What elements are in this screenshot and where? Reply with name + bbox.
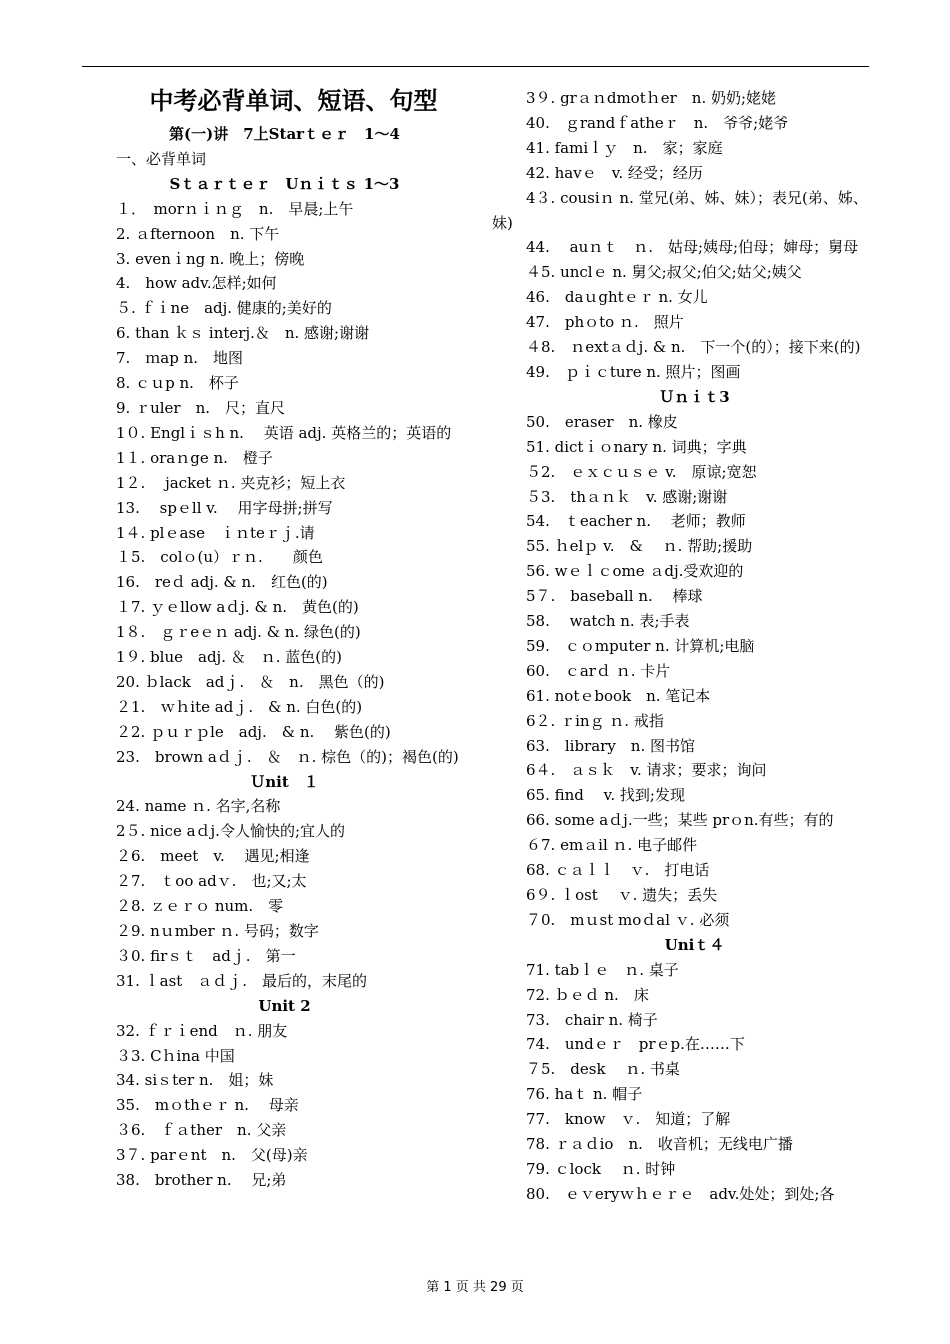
vocab-entry: １5. colｏ(u）ｒｎ. 颜色 — [116, 548, 323, 567]
vocab-entry: 4３. cousiｎ n. 堂兄(弟、姊、妹）；表兄(弟、姊、妹) — [492, 188, 868, 232]
vocab-entry: １． morｎｉｎｇ n. 早晨;上午 — [116, 199, 354, 218]
vocab-entry: ４8. ｎextａｄj. & n. 下一个(的）；接下来(的) — [526, 338, 861, 357]
vocab-entry: 40. ｇrandｆatheｒ n. 爷爷;姥爷 — [526, 113, 789, 132]
unit-heading: Unit 2 — [258, 996, 311, 1015]
vocab-entry: 41. famiｌｙ n. 家；家庭 — [526, 138, 723, 157]
vocab-entry: 32. ｆｒｉend ｎ. 朋友 — [116, 1021, 288, 1040]
vocab-entry: 49. ｐｉｃture n. 照片；图画 — [526, 362, 741, 381]
unit-heading: Sｔａｒｔｅｒ Uｎｉｔｓ 1～3 — [169, 174, 400, 193]
vocab-entry: ５2. ｅｘｃｕｓｅ v. 原谅;宽恕 — [526, 462, 757, 481]
vocab-entry: ２9. nｕmber ｎ. 号码；数字 — [116, 922, 319, 940]
vocab-entry: 1８. ｇｒeｅｎ adj. & n. 绿色(的) — [116, 623, 361, 642]
vocab-entry: 1１. oraｎge n. 橙子 — [116, 448, 273, 467]
section-heading: 一、必背单词 — [116, 149, 207, 168]
vocab-entry: 38. brother n. 兄;弟 — [116, 1171, 287, 1190]
vocab-entry: ６7. emａil ｎ. 电子邮件 — [526, 836, 698, 855]
vocab-entry: 8. ｃｕp n. 杯子 — [116, 374, 239, 393]
vocab-entry: 6９. ｌost ｖ. 遗失；丢失 — [526, 886, 718, 904]
vocab-entry: 16. reｄ adj. & n. 红色(的) — [116, 573, 328, 592]
vocab-entry: 80. ｅｖeryｗｈｅｒｅ adv.处处；到处;各 — [526, 1184, 835, 1203]
vocab-entry: 6４. ａｓｋ v. 请求；要求；询问 — [526, 761, 767, 780]
vocab-entry: 44. auｎｔ ｎ. 姑母;姨母;伯母；婶母；舅母 — [526, 238, 859, 257]
vocab-entry: 51. dictｉｏnary n. 词典；字典 — [526, 437, 747, 456]
vocab-entry: 76. haｔ n. 帽子 — [526, 1085, 643, 1104]
unit-heading: Ｕｎｉｔ3 — [659, 387, 730, 406]
vocab-entry: 56. wｅｌｃome ａdj.受欢迎的 — [526, 562, 744, 581]
vocab-entry: 13. spｅll v. 用字母拼;拼写 — [116, 498, 333, 517]
vocab-entry: ３3. Cｈina 中国 — [116, 1046, 235, 1065]
vocab-entry: 3. evenｉng n. 晚上；傍晚 — [116, 249, 305, 268]
vocab-entry: 2. ａfternoon n. 下午 — [116, 224, 280, 243]
vocab-entry: 5７. baseball n. 棒球 — [526, 587, 703, 606]
vocab-entry: ７5. desk ｎ. 书桌 — [526, 1060, 680, 1079]
vocab-entry: 77. know ｖ. 知道；了解 — [526, 1110, 731, 1129]
vocab-entry: 60. ｃarｄ ｎ. 卡片 — [526, 661, 671, 680]
vocab-entry: 2５. nice aｄj.令人愉快的;宜人的 — [116, 822, 346, 841]
vocab-entry: 61. notｅbook n. 笔记本 — [526, 686, 711, 705]
unit-heading: Ｕnit １ — [250, 772, 319, 791]
vocab-entry: ２8. ｚｅｒｏ num. 零 — [116, 897, 284, 916]
vocab-entry: ７0. mｕst moｄal ｖ. 必须 — [526, 910, 730, 929]
vocab-entry: 79. ｃlock ｎ. 时钟 — [526, 1159, 676, 1178]
vocab-entry: 3９. grａｎdmotｈer n. 奶奶;姥姥 — [526, 89, 777, 107]
vocab-entry: 6. than ｋｓ interj.＆ n. 感谢;谢谢 — [116, 324, 370, 343]
vocab-entry: ２1. ｗｈite adｊ. & n. 白色(的) — [116, 697, 363, 716]
vocab-entry: 34. siｓter n. 姐；妹 — [116, 1071, 274, 1090]
vocab-entry: 24. name ｎ. 名字,名称 — [116, 797, 281, 816]
vocab-entry: 1０. Englｉｓh n. 英语 adj. 英格兰的；英语的 — [116, 423, 452, 442]
vocab-entry: 20. ｂlack adｊ. ＆ n. 黑色（的) — [116, 672, 385, 691]
vocab-entry: 9. ｒuler n. 尺；直尺 — [116, 398, 286, 417]
vocab-entry: 35. mｏthｅｒ n. 母亲 — [116, 1096, 299, 1115]
vocab-entry: 50. eraser n. 橡皮 — [526, 412, 678, 431]
right-word-list — [492, 86, 877, 1207]
vocab-entry: ２2. ｐｕｒｐle adj. & n. 紫色(的) — [116, 722, 391, 741]
left-word-list — [82, 172, 467, 1193]
vocab-entry: 47. phｏto ｎ. 照片 — [526, 313, 684, 332]
lesson-subtitle: 第(一)讲 7上Starｔｅｒ 1～4 — [169, 125, 400, 143]
page-title: 中考必背单词、短语、句型 — [149, 87, 438, 115]
vocab-entry: 23. brown aｄｊ. ＆ ｎ. 棕色（的)；褐色(的) — [116, 747, 459, 766]
vocab-entry: 4. how adv.怎样;如何 — [116, 274, 277, 293]
page-footer: 第 1 页 共 29 页 — [426, 1280, 524, 1295]
vocab-entry: 1４. plｅase ｉｎteｒｊ.请 — [116, 523, 315, 542]
vocab-entry: 7. ｍap n. 地图 — [116, 349, 244, 368]
vocab-entry: ２7. ｔoo adｖ. 也;又;太 — [116, 872, 307, 891]
vocab-entry: 63. library n. 图书馆 — [526, 736, 696, 755]
vocab-entry: 73. chair n. 椅子 — [526, 1010, 658, 1029]
vocab-entry: 74. undｅｒ prｅp.在……下 — [526, 1035, 745, 1054]
right-column — [492, 86, 877, 1207]
vocab-entry: 59. ｃｏmputer n. 计算机;电脑 — [526, 636, 755, 655]
vocab-entry: 1２. jacket ｎ. 夹克衫；短上衣 — [116, 473, 346, 492]
vocab-entry: 71. tabｌｅ ｎ. 桌子 — [526, 960, 679, 979]
header-rule — [82, 66, 869, 67]
vocab-entry: 65. find v. 找到;发现 — [526, 786, 685, 805]
vocab-entry: １7. ｙｅllow aｄj. & n. 黄色(的) — [116, 598, 359, 617]
vocab-entry: 3７. parｅnt n. 父(母)亲 — [116, 1146, 308, 1165]
vocab-entry: 6２. ｒinｇ ｎ. 戒指 — [526, 711, 664, 730]
vocab-entry: 78. ｒａｄio n. 收音机；无线电广播 — [526, 1135, 793, 1154]
vocab-entry: 58. watch n. 表;手表 — [526, 612, 690, 631]
vocab-entry: ３6. ｆａther n. 父亲 — [116, 1121, 287, 1140]
vocab-entry: ４5. unclｅ n. 舅父;叔父;伯父;姑父;姨父 — [526, 263, 802, 282]
left-column — [82, 86, 467, 1193]
vocab-entry: 55. ｈelｐ v. & ｎ. 帮助;援助 — [526, 537, 753, 556]
vocab-entry: 1９. blue adj. ＆ ｎ. 蓝色(的) — [116, 648, 342, 667]
vocab-entry: ５. ｆｉne adj. 健康的;美好的 — [116, 299, 332, 318]
vocab-entry: 42. havｅ v. 经受；经历 — [526, 163, 703, 182]
vocab-entry: 31. ｌast ａｄｊ. 最后的，末尾的 — [116, 971, 368, 990]
vocab-entry: ５3. thａｎｋ v. 感谢;谢谢 — [526, 487, 728, 506]
vocab-entry: ３0. firｓｔ adｊ. 第一 — [116, 946, 296, 965]
vocab-entry: 54. ｔeacher n. 老师；教师 — [526, 512, 746, 531]
unit-heading: Uniｔ４ — [664, 935, 725, 954]
vocab-entry: 66. some aｄj.一些；某些 prｏn.有些；有的 — [526, 811, 834, 830]
vocab-entry: ２6. meet v. 遇见;相逢 — [116, 847, 310, 866]
vocab-entry: 68. ｃａｌｌ ｖ. 打电话 — [526, 861, 710, 880]
vocab-entry: 72. ｂｅｄ n. 床 — [526, 985, 649, 1004]
vocab-entry: 46. daｕghtｅｒ n. 女儿 — [526, 288, 708, 307]
